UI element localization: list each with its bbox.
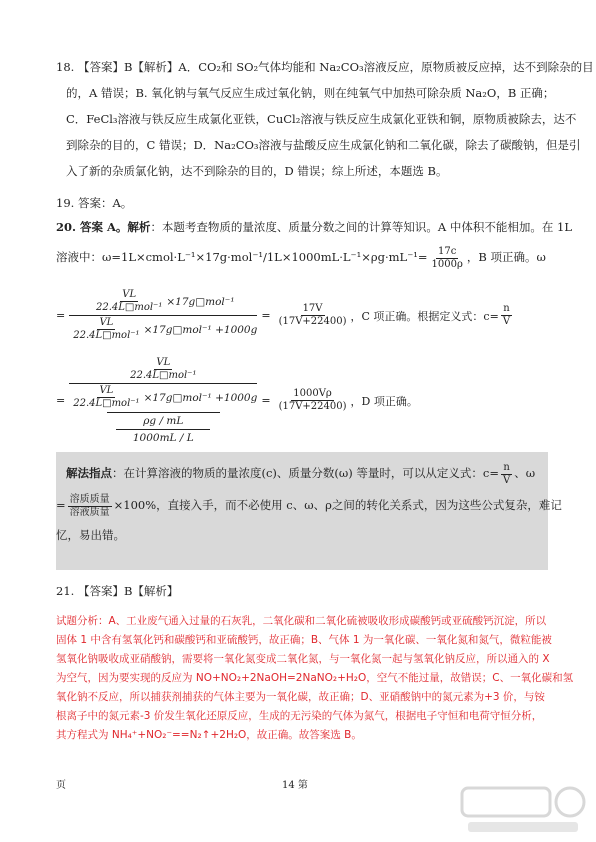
q21-line: 氢氧化钠吸收成亚硝酸钠，需要将一氧化氮变成二氧化氮，与一氧化氮一起与氢氧化钠反应，所以通入的 X: [56, 653, 550, 665]
tip-label: 解法指点: [66, 466, 112, 480]
q21-line: 其方程式为 NH₄⁺+NO₂⁻==N₂↑+2H₂O，故正确。故答案选 B。: [56, 729, 362, 741]
q18-line: C．FeCl₃溶液与铁反应生成氯化亚铁，CuCl₂溶液与铁反应生成氯化亚铁和铜，原物质被除去，达不: [66, 112, 577, 126]
q18-line: 18. 【答案】B【解析】A．CO₂和 SO₂气体均能和 Na₂CO₃溶液反应，原物质被反应掉，达不到除杂的目: [56, 60, 594, 74]
q20-answer-label: 20. 答案 A。解析: [56, 220, 151, 234]
footer-page-label: 页: [56, 780, 66, 791]
question-21-analysis: [56, 612, 574, 745]
eq1-c-correct: ，C 项正确。根据定义式：c=: [350, 309, 499, 323]
q19-answer: 19. 答案：A。: [56, 196, 133, 210]
eq2-main-fraction: $\frac{VL}{\text{22.4L□mol⁻¹}}$ $\frac{VL}{\text{22.4L□mol⁻¹}}$ ×17g□mol⁻¹ +1000g ρg / mL 1000mL / L: [69, 356, 257, 445]
solution-tip: 解法指点：在计算溶液的物质的量浓度(c)、质量分数(ω) 等量时，可以从定义式：c= $\frac{n}{V}$ 、ω = $\frac{\text{溶质质量}}{\text{溶液质量}}$ ×100%，直接入手，而不必使用 c、ω、ρ之间的转化关系式，因为这些公式复杂，难记 忆，易出错。: [56, 461, 562, 542]
question-18: [56, 54, 594, 184]
q21-line: 氧化钠不反应，所以捕获剂捕获的气体主要为一氧化碳，故正确；D、亚硝酸钠中的氮元素为+3 价，与铵: [56, 691, 545, 703]
eq1-result-fraction: $\frac{17V}{(17V+22400)}$: [278, 303, 347, 327]
q20-b-correct: ，B 项正确。ω: [466, 250, 546, 264]
q20-fraction-17c: $\frac{17c}{1000\rho}$: [431, 245, 463, 270]
q20-equation-2: = $\frac{VL}{\text{22.4L□mol⁻¹}}$ $\frac{VL}{\text{22.4L□mol⁻¹}}$ ×17g□mol⁻¹ +1000g ρg / mL 1000mL / L = $\frac{1000V\rho}{(17V+22400)}$ ，D 项正确。: [56, 357, 418, 444]
q20-omega-formula: 溶液中：ω=1L×cmol·L⁻¹×17g·mol⁻¹/1L×1000mL·L⁻¹×ρg·mL⁻¹=: [56, 250, 428, 264]
eq2-d-correct: ，D 项正确。: [350, 394, 418, 408]
footer-page-number: 14 第: [282, 780, 308, 791]
question-21-header: 21. 【答案】B【解析】: [56, 584, 179, 598]
question-19: [56, 190, 556, 216]
q18-line: 的，A 错误；B. 氧化钠与氧气反应生成过氧化钠，则在纯氧气中加热可除杂质 Na₂O，B 正确；: [66, 86, 555, 100]
q21-line: 固体 1 中含有氢氧化钙和碳酸钙和亚硫酸钙，故正确；B、气体 1 为一氧化碳、一氧化氮和氮气，微粒能被: [56, 634, 552, 646]
q20-equation-1: = $\frac{VL}{\text{22.4L□mol⁻¹}}$ ×17g□mol⁻¹ $\frac{VL}{\text{22.4L□mol⁻¹}}$ ×17g□mol⁻¹ +1000g = $\frac{17V}{(17V+22400)}$ ，C 项正确。根据定义式：c= $\frac{n}{V}$: [56, 289, 511, 341]
q18-line: 到除杂的目的，C 错误；D．Na₂CO₃溶液与盐酸反应生成氯化钠和二氧化碳，除去了碳酸钠，但是引: [66, 138, 581, 152]
eq1-main-fraction: $\frac{VL}{\text{22.4L□mol⁻¹}}$ ×17g□mol⁻¹ $\frac{VL}{\text{22.4L□mol⁻¹}}$ ×17g□mol⁻¹ +1000g: [69, 288, 257, 343]
eq1-c-definition: $\frac{n}{V}$: [502, 303, 511, 327]
site-logo-icon: [458, 780, 588, 836]
eq2-result-fraction: $\frac{1000V\rho}{(17V+22400)}$: [278, 388, 347, 412]
q21-line: 为空气，因为要实现的反应为 NO+NO₂+2NaOH=2NaNO₂+H₂O，空气不能过量，故错误；C、一氧化碳和氢: [56, 672, 574, 684]
question-20-intro: [56, 214, 573, 274]
tip-mass-fraction: $\frac{\text{溶质质量}}{\text{溶液质量}}$: [69, 493, 110, 518]
q21-line: 试题分析：A、工业废气通入过量的石灰乳，二氧化碳和二氧化硫被吸收形成碳酸钙或亚硫酸钙沉淀，所以: [56, 615, 547, 627]
q20-analysis-text: ：本题考查物质的量浓度、质量分数之间的计算等知识。A 中体积不能相加。在 1L: [150, 220, 573, 234]
q21-line: 根离子中的氮元素-3 价发生氧化还原反应，生成的无污染的气体为氮气，根据电子守恒和电荷守恒分析，: [56, 710, 543, 722]
q18-line: 入了新的杂质氯化钠，达不到除杂的目的，D 错误；综上所述，本题选 B。: [66, 164, 448, 178]
